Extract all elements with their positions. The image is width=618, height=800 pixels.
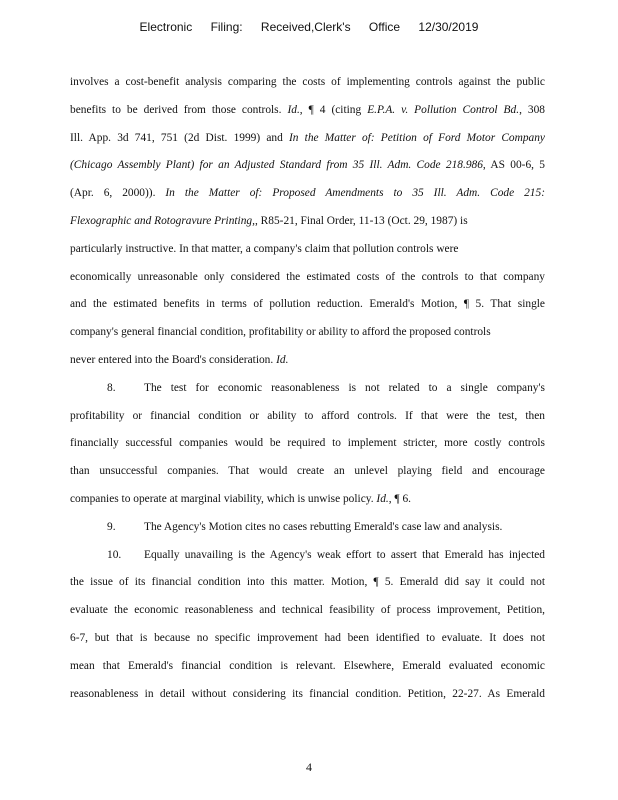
text-line: [70, 291, 545, 319]
header-part: Electronic: [139, 20, 193, 34]
text-line: [70, 347, 545, 375]
text-line: [70, 236, 545, 264]
text-line: [70, 319, 545, 347]
text-segment: (Apr. 6, 2000)).: [70, 187, 166, 200]
header-part: 12/30/2019: [418, 20, 479, 34]
paragraph-start-line: [70, 514, 545, 542]
text-segment: The Agency's Motion cites no cases rebutting Emerald's case law and analysis.: [144, 520, 503, 533]
document-body: [70, 69, 545, 708]
citation-italic: Id.: [276, 353, 289, 366]
header-part: Filing:: [210, 20, 243, 34]
text-segment: , 308: [519, 103, 545, 116]
text-segment: and the estimated benefits in terms of pollution reduction. Emerald's Motion, ¶ 5. That single: [70, 298, 545, 311]
text-line: [70, 653, 545, 681]
citation-italic: In the Matter of: Petition of Ford Motor Company: [288, 131, 545, 144]
text-line: [70, 125, 545, 153]
text-segment: involves a cost-benefit analysis comparing the costs of implementing controls against the public: [70, 76, 545, 88]
paragraph-number: 9.: [107, 520, 116, 533]
text-segment: , ¶ 6.: [388, 492, 412, 505]
text-segment: , ¶ 4 (citing: [299, 103, 368, 116]
citation-italic: In the Matter of: Proposed Amendments to 35 Ill. Adm. Code 215:: [165, 187, 545, 200]
text-segment: profitability or financial condition or ability to afford controls. If that were the test, then: [70, 409, 545, 422]
text-line: [70, 152, 545, 180]
text-line: [70, 681, 545, 709]
citation-italic: Flexographic and Rotogravure Printing,: [70, 214, 255, 227]
text-segment: evaluate the economic reasonableness and technical feasibility of process improvement, Petition,: [70, 604, 545, 617]
citation-italic: E.P.A. v. Pollution Control Bd.: [367, 103, 520, 116]
text-segment: mean that Emerald's financial condition is relevant. Elsewhere, Emerald evaluated economic: [70, 659, 545, 672]
text-line: [70, 597, 545, 625]
page-number: 4: [306, 760, 312, 774]
header-part: Received,Clerk's: [260, 20, 351, 34]
text-segment: than unsuccessful companies. That would create an unlevel playing field and encourage: [70, 465, 545, 478]
text-line: [70, 208, 545, 236]
filing-stamp-header: [0, 20, 618, 34]
text-line: [70, 458, 545, 486]
text-line: [70, 97, 545, 125]
text-segment: particularly instructive. In that matter, a company's claim that pollution controls were: [70, 242, 459, 255]
paragraph-start-line: [70, 375, 545, 403]
text-segment: company's general financial condition, profitability or ability to afford the proposed controls: [70, 326, 491, 339]
text-line: [70, 430, 545, 458]
text-segment: benefits to be derived from those controls.: [70, 103, 288, 116]
text-segment: , R85-21, Final Order, 11-13 (Oct. 29, 1987) is: [254, 214, 468, 227]
citation-italic: (Chicago Assembly Plant) for an Adjusted Standard from 35 Ill. Adm. Code 218.986: [70, 159, 483, 172]
text-segment: reasonableness in detail without considering its financial condition. Petition, 22-27. As Emerald: [70, 687, 545, 700]
paragraph-number: 8.: [107, 381, 116, 394]
text-line: [70, 180, 545, 208]
header-part: Office: [368, 20, 401, 34]
text-segment: 6-7, but that is because no specific improvement had been identified to evaluate. It does not: [70, 631, 545, 644]
text-line: [70, 69, 545, 97]
text-segment: companies to operate at marginal viability, which is unwise policy.: [70, 492, 377, 505]
paragraph-start-line: [70, 542, 545, 570]
citation-italic: Id.: [376, 492, 389, 505]
text-segment: , AS 00-6, 5: [482, 159, 546, 172]
text-line: [70, 625, 545, 653]
text-line: [70, 569, 545, 597]
text-line: [70, 403, 545, 431]
text-segment: Equally unavailing is the Agency's weak effort to assert that Emerald has injected: [144, 548, 545, 561]
text-segment: Ill. App. 3d 741, 751 (2d Dist. 1999) and: [70, 131, 289, 144]
text-segment: never entered into the Board's consideration.: [70, 353, 277, 366]
text-line: [70, 264, 545, 292]
paragraph-number: 10.: [107, 548, 122, 561]
text-line: [70, 486, 545, 514]
text-segment: the issue of its financial condition into this matter. Motion, ¶ 5. Emerald did say it could not: [70, 576, 545, 589]
text-segment: economically unreasonable only considered the estimated costs of the controls to that company: [70, 270, 545, 283]
text-segment: financially successful companies would be required to implement stricter, more costly controls: [70, 437, 545, 450]
citation-italic: Id.: [287, 103, 300, 116]
text-segment: The test for economic reasonableness is not related to a single company's: [144, 381, 545, 394]
